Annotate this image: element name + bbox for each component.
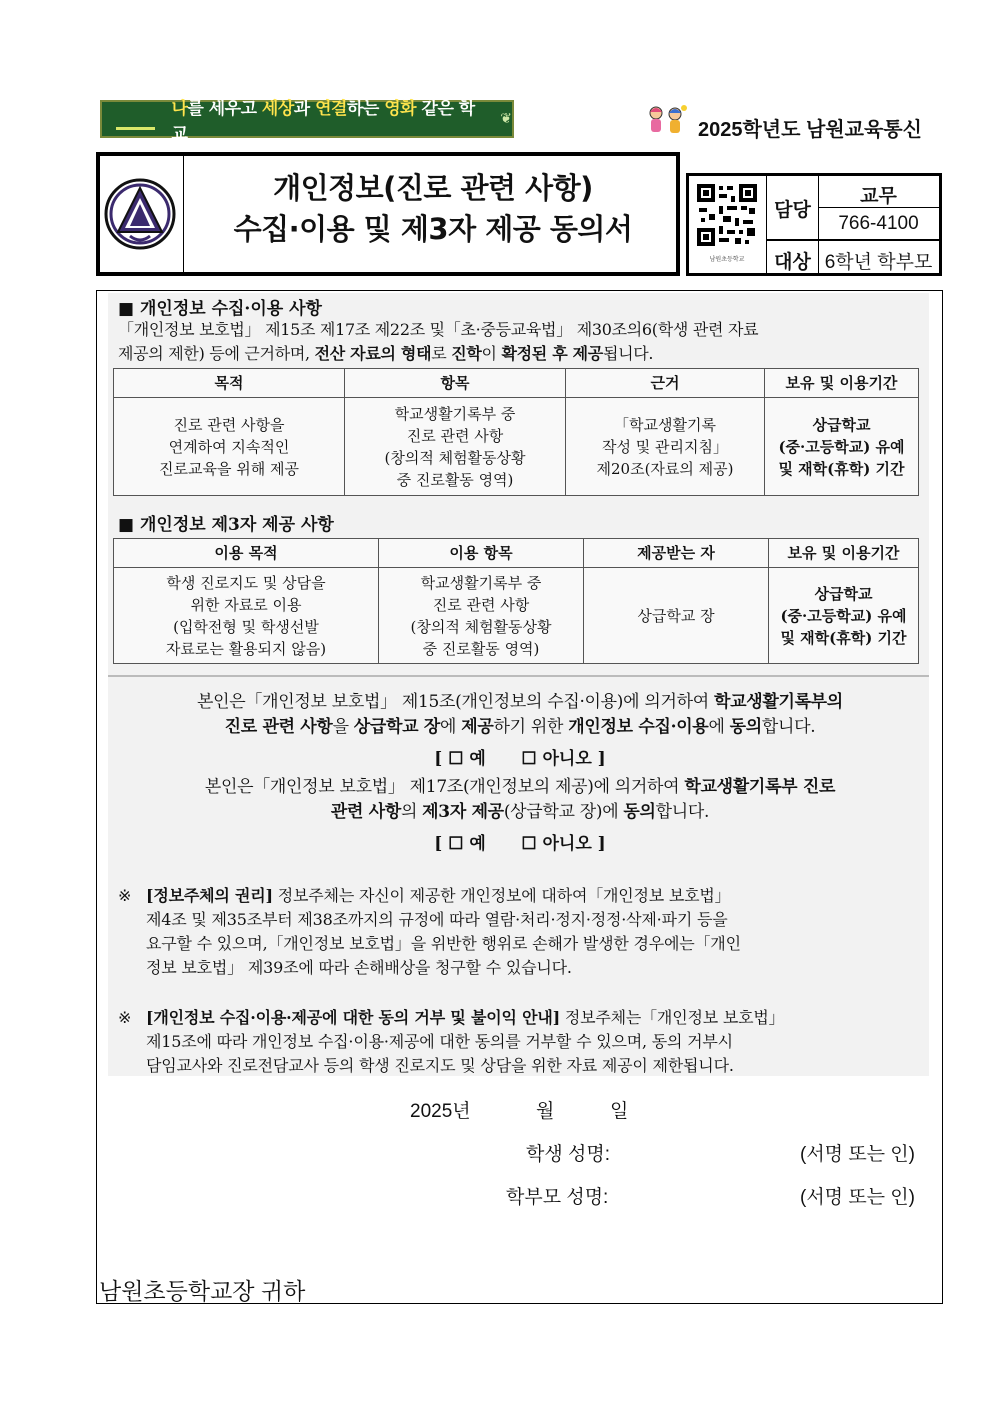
- cell-line: 진로 관련 사항: [432, 595, 530, 614]
- consent-emphasis: 동의: [623, 802, 656, 822]
- note-line: 담임교사와 진로전담교사 등의 학생 진로지도 및 상담을 위한 자료 제공이 제한됩니다.: [146, 1056, 734, 1075]
- consent1-text: [120, 690, 920, 740]
- intro-emphasis: 진학: [451, 344, 482, 363]
- qr-code-icon[interactable]: [689, 176, 766, 273]
- consent-emphasis: 관련 사항: [330, 802, 401, 822]
- table-cell-period: [765, 398, 919, 496]
- note-line: 정보 보호법」 제39조에 따라 손해배상을 청구할 수 있습니다.: [146, 958, 572, 977]
- qr-caption: 남원초등학교: [709, 256, 745, 263]
- qr-cell: [689, 176, 767, 273]
- cell-line: (창의적 체험활동상황: [410, 617, 552, 636]
- consent1-checkbox-group[interactable]: [ ☐ 예 ☐ 아니오 ]: [434, 749, 606, 769]
- note-line: 제15조에 따라 개인정보 수집·이용·제공에 대한 동의를 거부할 수 있으며, 동의 거부시: [146, 1032, 733, 1051]
- slogan-part: 세상: [261, 99, 294, 119]
- table-header-row: [114, 369, 919, 398]
- cell-line: 상급학교: [814, 584, 873, 603]
- slogan-part: 연결: [315, 99, 347, 119]
- table-cell-item: [345, 398, 566, 496]
- parent-sign-suffix: (서명 또는 인): [800, 1187, 915, 1208]
- cell-line: 및 재학(휴학) 기간: [780, 628, 907, 647]
- consent2-checkbox-group[interactable]: [ ☐ 예 ☐ 아니오 ]: [434, 834, 606, 854]
- note-line: 요구할 수 있으며,「개인정보 보호법」을 위반한 행위로 손해가 발생한 경우에는「개인: [146, 934, 741, 953]
- consent-emphasis: 진로 관련 사항: [224, 717, 333, 737]
- student-name-label: 학생 성명:: [526, 1144, 610, 1165]
- title-line: 수집·이용 및 제3자 제공 동의서: [233, 212, 633, 246]
- contact-divider: [767, 239, 939, 241]
- parent-name-label: 학부모 성명:: [506, 1187, 609, 1208]
- slogan-part: 학교: [171, 99, 475, 144]
- cell-line: 중 진로활동 영역): [422, 639, 540, 658]
- slogan-part: 영화: [384, 99, 417, 119]
- consent-text: 을: [332, 717, 354, 737]
- date-month[interactable]: 월: [536, 1101, 555, 1122]
- title-line: 개인정보(진로 관련 사항): [273, 171, 593, 205]
- document-title: [186, 168, 680, 250]
- slogan-part: 를 세우고: [187, 99, 262, 119]
- banner-decoration: [116, 127, 155, 130]
- cell-line: 작성 및 관리지침」: [602, 437, 728, 456]
- sprig-icon: ❦: [500, 111, 512, 127]
- slogan-text: [171, 94, 486, 144]
- consent-text: 본인은「개인정보 보호법」 제17조(개인정보의 제공)에 의거하여: [204, 777, 685, 797]
- table-cell-recipient: 상급학교 장: [584, 568, 769, 664]
- table-header: 보유 및 이용기간: [769, 539, 919, 568]
- table-header: 이용 목적: [114, 539, 379, 568]
- consent-emphasis: 제3자 제공: [422, 802, 504, 822]
- consent-text: 하기 위한: [493, 717, 569, 737]
- cell-line: 진로 관련 사항을: [173, 415, 285, 434]
- consent-emphasis: 학교생활기록부 진로: [684, 777, 836, 797]
- parent-name-field[interactable]: [632, 1182, 792, 1208]
- cell-line: 진로 관련 사항: [406, 426, 504, 445]
- intro-emphasis: 전산 자료의 형태: [314, 344, 432, 363]
- cell-line: 위한 자료로 이용: [190, 595, 302, 614]
- note-heading: [개인정보 수집·이용·제공에 대한 동의 거부 및 불이익 안내]: [146, 1008, 560, 1027]
- table-cell-basis: [566, 398, 765, 496]
- intro-line: [118, 342, 918, 366]
- consent-text: 합니다.: [655, 802, 710, 822]
- table-row: [114, 568, 919, 664]
- cell-line: 및 재학(휴학) 기간: [778, 459, 905, 478]
- cell-line: (입학전형 및 학생선발: [173, 617, 319, 636]
- phone-value: 766-4100: [838, 213, 919, 234]
- date-year: 2025년: [410, 1101, 471, 1122]
- consent-text: (상급학교 장)에: [503, 802, 624, 822]
- note-line: [146, 1006, 920, 1030]
- refusal-note: [146, 1006, 920, 1078]
- dept-value: 교무: [860, 186, 897, 207]
- addressee: 남원초등학교장 귀하: [99, 1278, 306, 1304]
- table-header: 이용 항목: [379, 539, 584, 568]
- table-header: 제공받는 자: [584, 539, 769, 568]
- student-sign-suffix: (서명 또는 인): [800, 1144, 915, 1165]
- third-party-table: [113, 538, 919, 664]
- section1-intro: [118, 318, 918, 366]
- cell-line: (중·고등학교) 유예: [778, 437, 905, 456]
- cell-line: 상급학교: [812, 415, 871, 434]
- intro-line: 「개인정보 보호법」 제15조 제17조 제22조 및「초·중등교육법」 제30조의6(학생 관련 자료: [118, 320, 759, 339]
- table-cell-purpose: [114, 398, 345, 496]
- table-header: 보유 및 이용기간: [765, 369, 919, 398]
- target-value: 6학년 학부모: [824, 252, 933, 273]
- table-header-row: [114, 539, 919, 568]
- slogan-part: 나: [171, 99, 188, 119]
- table-header: 목적: [114, 369, 345, 398]
- consent-text: 의: [400, 802, 423, 822]
- cell-line: 중 진로활동 영역): [396, 470, 514, 489]
- intro-text: 이: [481, 344, 502, 363]
- target-label: 대상: [774, 252, 811, 273]
- consent-text: 에: [708, 717, 730, 737]
- consent-line: [120, 800, 920, 825]
- cell-line: 연계하여 지속적인: [168, 437, 290, 456]
- section-divider: [108, 675, 929, 677]
- note-marker: ※: [118, 1008, 132, 1027]
- intro-text: 로: [431, 344, 452, 363]
- table-row: [114, 398, 919, 496]
- emblem-cell: [100, 156, 184, 272]
- section2-heading: ■ 개인정보 제3자 제공 사항: [118, 515, 334, 535]
- note-line: [146, 884, 920, 908]
- note-text: 정보주체는 자신이 제공한 개인정보에 대하여「개인정보 보호법」: [272, 886, 731, 905]
- consent-emphasis: 개인정보 수집·이용: [568, 717, 709, 737]
- note-text: 정보주체는「개인정보 보호법」: [559, 1008, 785, 1027]
- consent-line: [120, 775, 920, 800]
- cell-line: 학생 진로지도 및 상담을: [166, 573, 326, 592]
- newsletter-title: 2025학년도 남원교육통신: [698, 119, 922, 141]
- section1-heading: ■ 개인정보 수집·이용 사항: [118, 299, 322, 319]
- table-cell-period: [769, 568, 919, 664]
- cell-line: 자료로는 활용되지 않음): [165, 639, 327, 658]
- rights-note: [146, 884, 920, 980]
- cell-line: 「학교생활기록: [614, 415, 716, 434]
- cell-line: 제20조(자료의 제공): [596, 459, 734, 478]
- collection-table: [113, 368, 919, 496]
- intro-emphasis: 확정된 후 제공: [501, 344, 603, 363]
- note-line: 제4조 및 제35조부터 제38조까지의 규정에 따라 열람·처리·정지·정정·삭제·파기 등을: [146, 910, 728, 929]
- cell-line: (중·고등학교) 유예: [780, 606, 907, 625]
- cell-line: 학교생활기록부 중: [394, 404, 516, 423]
- slogan-part: 같은: [416, 99, 459, 119]
- children-mascot-icon: [644, 104, 688, 138]
- slogan-part: 과: [293, 99, 316, 119]
- date-day[interactable]: 일: [610, 1101, 629, 1122]
- consent-line: [120, 690, 920, 715]
- consent-emphasis: 제공: [461, 717, 494, 737]
- consent-emphasis: 상급학교 장: [353, 717, 441, 737]
- student-name-field[interactable]: [632, 1139, 792, 1165]
- consent-line: [120, 715, 920, 740]
- slogan-part: 하는: [346, 99, 385, 119]
- cell-line: 학교생활기록부 중: [420, 573, 542, 592]
- consent-emphasis: 학교생활기록부의: [713, 692, 843, 712]
- consent-text: 에: [440, 717, 462, 737]
- charge-label: 담당: [774, 200, 811, 221]
- intro-text: 제공의 제한) 등에 근거하며,: [118, 344, 315, 363]
- school-emblem-icon: [100, 156, 184, 272]
- table-cell-item: [379, 568, 584, 664]
- cell-line: (창의적 체험활동상황: [384, 448, 526, 467]
- note-heading: [정보주체의 권리]: [146, 886, 273, 905]
- consent-emphasis: 동의: [729, 717, 762, 737]
- table-header: 항목: [345, 369, 566, 398]
- cell-line: 진로교육을 위해 제공: [159, 459, 299, 478]
- intro-text: 됩니다.: [602, 344, 654, 363]
- consent2-text: [120, 775, 920, 825]
- table-header: 근거: [566, 369, 765, 398]
- consent-text: 본인은「개인정보 보호법」 제15조(개인정보의 수집·이용)에 의거하여: [197, 692, 714, 712]
- note-marker: ※: [118, 886, 132, 905]
- table-cell-purpose: [114, 568, 379, 664]
- slogan-banner: [100, 99, 514, 144]
- consent-text: 합니다.: [761, 717, 816, 737]
